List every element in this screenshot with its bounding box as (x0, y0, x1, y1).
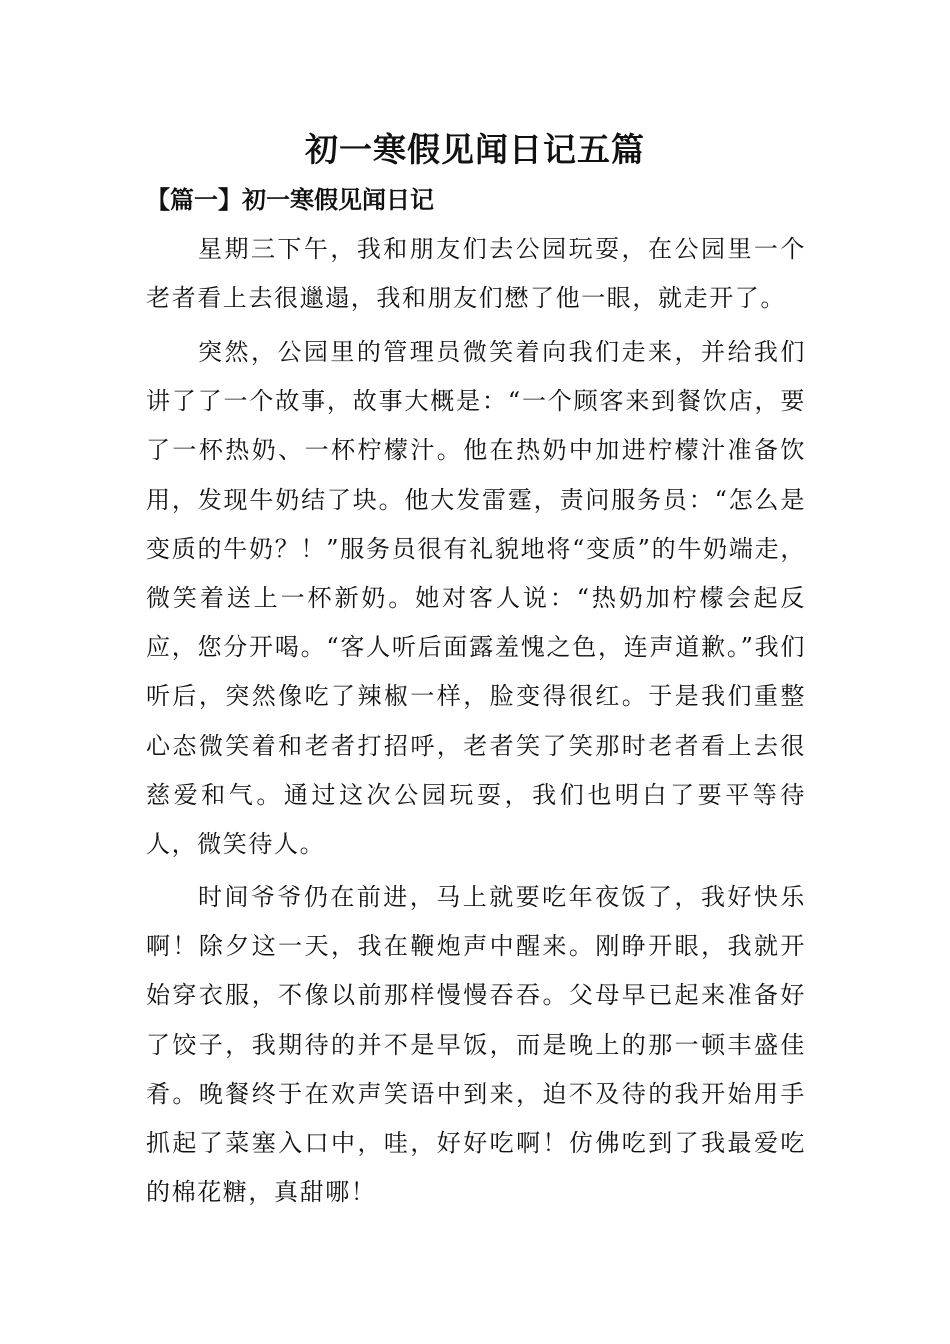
paragraph-3: 时间爷爷仍在前进，马上就要吃年夜饭了，我好快乐啊！除夕这一天，我在鞭炮声中醒来。刚睁开眼，我就开始穿衣服，不像以前那样慢慢吞吞。父母早已起来准备好了饺子，我期待的并不是早饭，而是晚上的那一顿丰盛佳肴。晚餐终于在欢声笑语中到来，迫不及待的我开始用手抓起了菜塞入口中，哇，好好吃啊！仿佛吃到了我最爱吃的棉花糖，真甜哪！ (146, 883, 806, 1207)
paragraph-1: 星期三下午，我和朋友们去公园玩耍，在公园里一个老者看上去很邋遢，我和朋友们懋了他一眼，就走开了。 (146, 235, 806, 313)
paragraph-2: 突然，公园里的管理员微笑着向我们走来，并给我们讲了了一个故事，故事大概是：“一个顾客来到餐饮店，要了一杯热奶、一杯柠檬汁。他在热奶中加进柠檬汁准备饮用，发现牛奶结了块。他大发雷霆，责问服务员：“怎么是变质的牛奶？！”服务员很有礼貌地将“变质”的牛奶端走，微笑着送上一杯新奶。她对客人说：“热奶加柠檬会起反应，您分开喝。“客人听后面露羞愧之色，连声道歉。”我们听后，突然像吃了辣椒一样，脸变得很红。于是我们重整心态微笑着和老者打招呼，老者笑了笑那时老者看上去很慈爱和气。通过这次公园玩耍，我们也明白了要平等待人，微笑待人。 (146, 338, 806, 859)
document-title: 初一寒假见闻日记五篇 (305, 130, 645, 169)
section-heading: 【篇一】初一寒假见闻日记 (146, 185, 434, 214)
